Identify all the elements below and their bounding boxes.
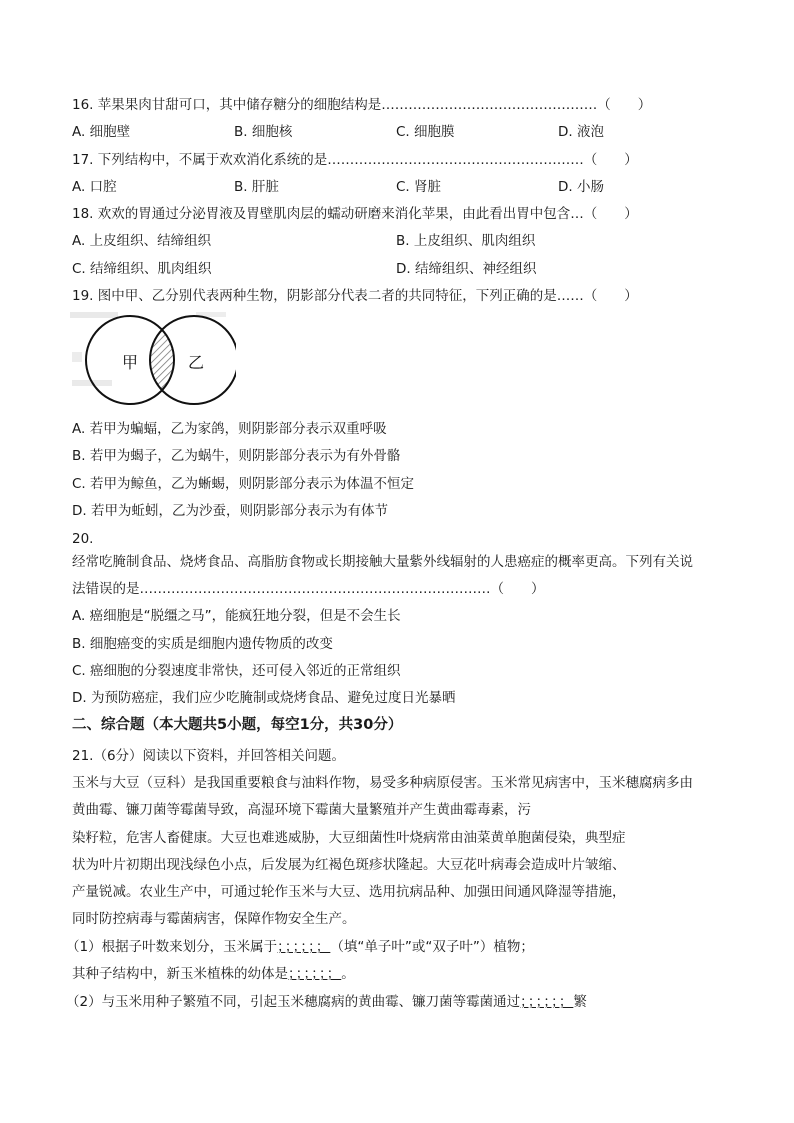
q21-passage-line: 同时防控病毒与霉菌病害，保障作物安全生产。 [72, 911, 356, 927]
q21-passage-line: 产量锐减。农业生产中，可通过轮作玉米与大豆、选用抗病品种、加强田间通风降湿等措施， [72, 884, 626, 900]
q17-option-b: B. 肝脏 [234, 179, 279, 195]
q19-option-c: C. 若甲为鲸鱼，乙为蜥蜴，则阴影部分表示为体温不恒定 [72, 476, 415, 492]
question-20-stem-line2: 法错误的是……………………………………………………………………（ ） [72, 581, 545, 597]
q21-sub2-line1 [66, 993, 587, 1011]
q16-option-a: A. 细胞壁 [72, 124, 131, 140]
q21-sub1-line1 [66, 938, 534, 956]
question-20-stem-line1: 经常吃腌制食品、烧烤食品、高脂肪食物或长期接触大量紫外线辐射的人患癌症的概率更高。下列有关说 [72, 554, 693, 570]
q21-sub1-text-2: 其种子结构中，新玉米植株的幼体是 [72, 966, 288, 982]
q18-option-c: C. 结缔组织、肌肉组织 [72, 261, 212, 277]
q16-option-b: B. 细胞核 [234, 124, 293, 140]
q16-option-d: D. 液泡 [558, 124, 604, 140]
q21-sub1-end: 。 [341, 966, 355, 982]
venn-label-left: 甲 [122, 353, 139, 372]
q18-option-b: B. 上皮组织、肌肉组织 [396, 233, 536, 249]
q17-option-a: A. 口腔 [72, 179, 117, 195]
q21-sub1-answer-blank[interactable]: ；；；；；； [277, 939, 331, 955]
q20-option-d: D. 为预防癌症，我们应少吃腌制或烧烤食品、避免过度日光暴晒 [72, 690, 456, 706]
q21-sub1-hint: （填“单子叶”或“双子叶”）植物； [330, 939, 534, 955]
q21-passage-line: 玉米与大豆（豆科）是我国重要粮食与油料作物，易受多种病原侵害。玉米常见病害中，玉米穗腐病多由 [72, 775, 693, 791]
q21-passage-line: 黄曲霉、镰刀菌等霉菌导致，高湿环境下霉菌大量繁殖并产生黄曲霉毒素，污 [72, 802, 531, 818]
q19-option-a: A. 若甲为蝙蝠，乙为家鸽，则阴影部分表示双重呼吸 [72, 421, 387, 437]
venn-diagram [66, 306, 236, 414]
q18-option-a: A. 上皮组织、结缔组织 [72, 233, 212, 249]
q21-passage-line: 染籽粒，危害人畜健康。大豆也难逃威胁，大豆细菌性叶烧病常由油菜黄单胞菌侵染，典型症 [72, 830, 626, 846]
q21-sub2-answer-blank[interactable]: ；；；；；； [520, 994, 574, 1010]
q21-sub2-text: （2）与玉米用种子繁殖不同，引起玉米穗腐病的黄曲霉、镰刀菌等霉菌通过 [66, 994, 521, 1010]
q17-option-c: C. 肾脏 [396, 179, 442, 195]
q21-sub1-text: （1）根据子叶数来划分，玉米属于 [66, 939, 278, 955]
q20-option-a: A. 癌细胞是“脱缰之马”，能疯狂地分裂，但是不会生长 [72, 608, 401, 624]
section-2-title: 二、综合题（本大题共5小题，每空1分，共30分） [72, 717, 403, 733]
q17-option-d: D. 小肠 [558, 179, 604, 195]
q19-option-b: B. 若甲为蝎子，乙为蜗牛，则阴影部分表示为有外骨骼 [72, 448, 401, 464]
question-20-number: 20. [72, 531, 94, 547]
venn-label-right: 乙 [188, 353, 205, 372]
question-17-stem: 17. 下列结构中，不属于欢欢消化系统的是…………………………………………………（ ） [72, 152, 638, 168]
q19-option-d: D. 若甲为蚯蚓，乙为沙蚕，则阴影部分表示为有体节 [72, 503, 388, 519]
q16-option-c: C. 细胞膜 [396, 124, 455, 140]
q21-sub1-answer-blank-2[interactable]: ；；；；；； [288, 966, 342, 982]
question-18-stem: 18. 欢欢的胃通过分泌胃液及胃壁肌肉层的蠕动研磨来消化苹果，由此看出胃中包含…（ ） [72, 206, 638, 222]
background-smudge [70, 312, 226, 386]
q18-option-d: D. 结缔组织、神经组织 [396, 261, 537, 277]
q20-option-b: B. 细胞癌变的实质是细胞内遗传物质的改变 [72, 636, 333, 652]
question-19-stem: 19. 图中甲、乙分别代表两种生物，阴影部分代表二者的共同特征，下列正确的是……（ ） [72, 288, 638, 304]
question-16-stem: 16. 苹果果肉甘甜可口，其中储存糖分的细胞结构是…………………………………………（ ） [72, 97, 652, 113]
q21-sub2-end: 繁 [573, 994, 587, 1010]
question-21-stem: 21.（6分）阅读以下资料，并回答相关问题。 [72, 748, 346, 764]
q21-sub1-line2 [72, 965, 355, 983]
q20-option-c: C. 癌细胞的分裂速度非常快，还可侵入邻近的正常组织 [72, 663, 401, 679]
q21-passage-line: 状为叶片初期出现浅绿色小点，后发展为红褐色斑疹状隆起。大豆花叶病毒会造成叶片皱缩、 [72, 857, 626, 873]
